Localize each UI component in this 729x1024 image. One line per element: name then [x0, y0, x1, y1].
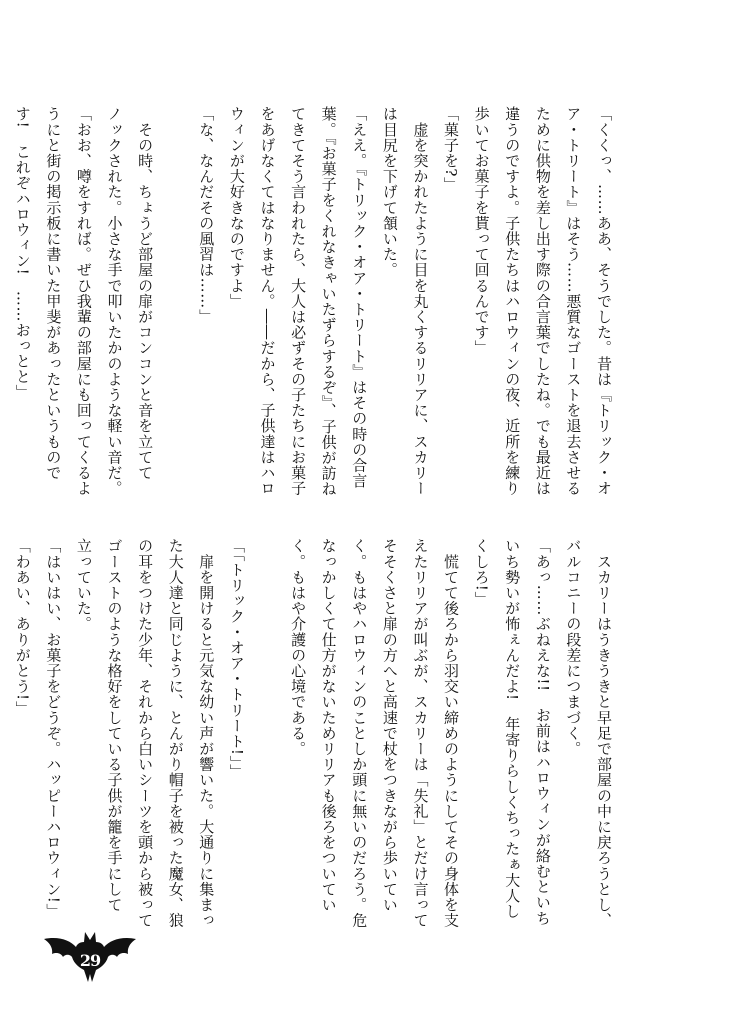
upper-text-block: [7, 106, 619, 520]
text-line: 「「トリック・オア・トリート!」」: [227, 538, 246, 780]
text-line: 歩いてお菓子を貰って回るんです」: [472, 106, 491, 356]
text-line: 葉。『お菓子をくれなきゃいたずらするぞ』、子供が訪ね: [319, 106, 338, 497]
lower-text-block: [7, 538, 619, 952]
text-line: は目尻を下げて頷いた。: [380, 106, 399, 278]
text-line: スカリーはうきうきと早足で部屋の中に戻ろうとし、: [595, 538, 613, 928]
text-line: うにと街の掲示板に書いた甲斐があったというもので: [44, 106, 63, 481]
text-line: の耳をつけた少年、それから白いシーツを頭から被って: [136, 538, 155, 928]
text-line: 「はいはい、お菓子をどうぞ。ハッピーハロウィン!」: [44, 538, 63, 920]
text-line: ウィンが大好きなのですよ」: [227, 106, 246, 309]
text-line: く。もはや介護の心境である。: [289, 538, 308, 757]
text-line: 「あっ……ぶねえな!! お前はハロウィンが絡むといち: [533, 538, 552, 926]
text-line: 虚を突かれたように目を丸くするリリアに、スカリー: [411, 106, 430, 496]
text-line: えたリリアが叫ぶが、スカリーは「失礼」とだけ言って: [411, 538, 430, 928]
text-line: 扉を開けると元気な幼い声が響いた。大通りに集まっ: [197, 538, 216, 928]
blank-line: [252, 538, 283, 952]
text-line: ゴーストのような格好をしている子供が籠を手にして: [105, 538, 124, 913]
text-line: く。もはやハロウィンのことしか頭に無いのだろう。危: [350, 538, 369, 928]
text-line: 「くくっ、……ああ、そうでした。昔は『トリック・オ: [595, 106, 613, 496]
text-line: その時、ちょうど部屋の扉がコンコンと音を立てて: [136, 106, 155, 481]
text-line: ために供物を差し出す際の合言葉でしたね。でも最近は: [533, 106, 552, 496]
text-line: た大人達と同じように、とんがり帽子を被った魔女、狼: [166, 538, 185, 928]
text-line: す! これぞハロウィン! ……おっとと」: [13, 106, 32, 401]
text-line: 立っていた。: [74, 538, 93, 632]
blank-line: [160, 106, 191, 520]
text-line: 「な、なんだその風習は……」: [197, 106, 216, 325]
text-line: てきてそう言われたら、大人は必ずその子たちにお菓子: [289, 106, 308, 496]
text-line: ア・トリート』はそう……悪質なゴーストを退去させる: [564, 106, 583, 496]
text-line: 「ええ。『トリック・オア・トリート』はその時の合言: [350, 106, 369, 489]
text-line: バルコニーの段差につまづく。: [564, 538, 583, 757]
text-line: 「わあい、ありがとう!」: [13, 538, 32, 717]
text-line: そそくさと扉の方へと高速で杖をつきながら歩いてい: [380, 538, 399, 913]
text-line: 違うのですよ。子供たちはハロウィンの夜、近所を練り: [503, 106, 522, 496]
text-line: をあげなくてはなりません。――だから、子供達はハロ: [258, 106, 277, 496]
text-line: いち勢いが怖ぇんだよ! 年寄りらしくちったぁ大人し: [503, 538, 522, 920]
page-number: 29: [79, 951, 101, 970]
text-line: 「菓子を?」: [442, 106, 461, 193]
text-line: 慌てて後ろから羽交い締めのようにしてその身体を支: [442, 538, 461, 928]
text-line: 「おお、噂をすれば。ぜひ我輩の部屋にも回ってくるよ: [74, 106, 93, 496]
text-line: ノックされた。小さな手で叩いたかのような軽い音だ。: [105, 106, 124, 496]
text-line: くしろ!」: [472, 538, 491, 608]
text-line: なっかしくて仕方がないためリリアも後ろをついてい: [319, 538, 338, 913]
